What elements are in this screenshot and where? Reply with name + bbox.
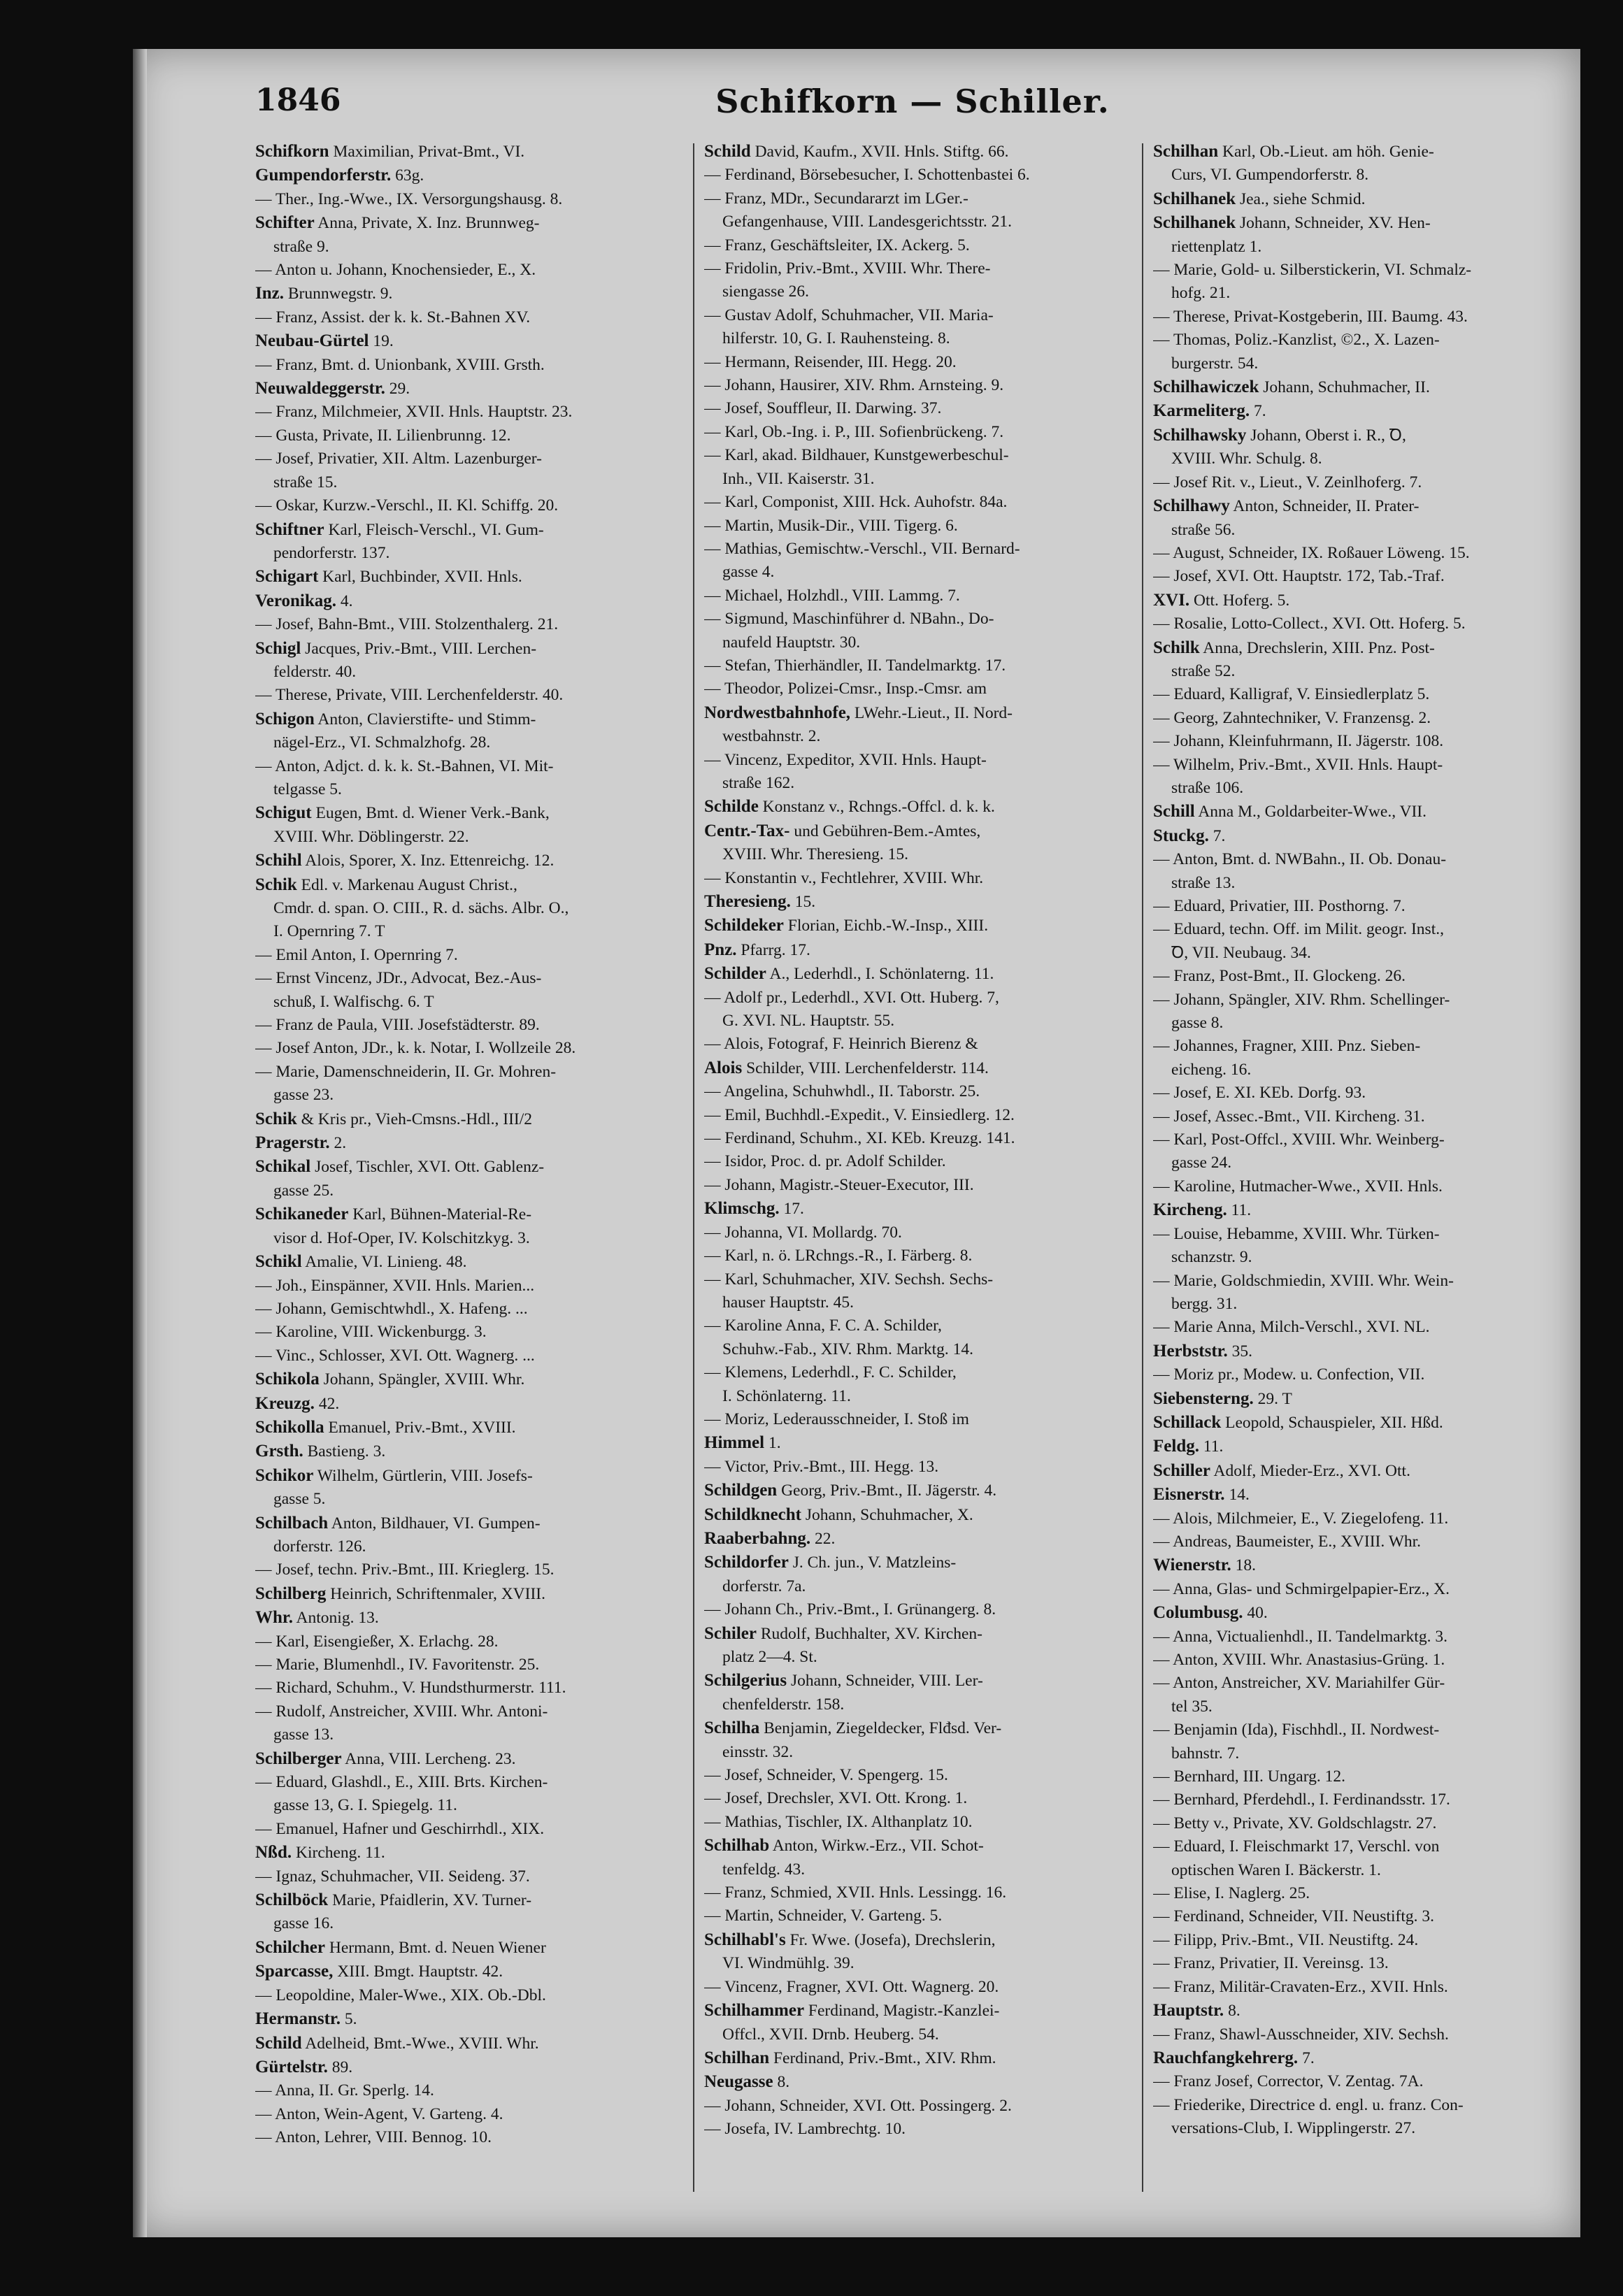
directory-line: Gumpendorferstr. 63g. bbox=[255, 166, 424, 185]
directory-line: tenfeldg. 43. bbox=[722, 1860, 806, 1879]
directory-line: — Therese, Privat-Kostgeberin, III. Baumg. 43. bbox=[1153, 307, 1468, 326]
directory-line: platz 2—4. St. bbox=[722, 1648, 817, 1666]
directory-line: tel 35. bbox=[1171, 1697, 1213, 1716]
directory-line: Schillack Leopold, Schauspieler, XII. Hßd. bbox=[1153, 1412, 1443, 1432]
directory-line: Schiler Rudolf, Buchhalter, XV. Kirchen- bbox=[704, 1623, 982, 1643]
directory-line: — Alois, Milchmeier, E., V. Ziegelofeng. 11. bbox=[1153, 1509, 1449, 1528]
directory-line: — Marie Anna, Milch-Verschl., XVI. NL. bbox=[1153, 1318, 1430, 1337]
directory-line: Schilhanek Johann, Schneider, XV. Hen- bbox=[1153, 213, 1431, 233]
directory-line: — Betty v., Private, XV. Goldschlagstr. 27. bbox=[1153, 1814, 1437, 1832]
directory-line: — Josef, XVI. Ott. Hauptstr. 172, Tab.-Traf. bbox=[1153, 567, 1445, 586]
directory-line: riettenplatz 1. bbox=[1171, 237, 1262, 256]
directory-line: — Franz, Bmt. d. Unionbank, XVIII. Grsth. bbox=[255, 355, 545, 374]
directory-line: XVIII. Whr. Theresieng. 15. bbox=[722, 845, 909, 864]
directory-line: Schilhan Karl, Ob.-Lieut. am höh. Genie- bbox=[1153, 142, 1434, 161]
directory-line: — Josefa, IV. Lambrechtg. 10. bbox=[704, 2120, 906, 2139]
directory-line: — Anna, Victualienhdl., II. Tandelmarktg. 3. bbox=[1153, 1627, 1447, 1646]
directory-line: Veronikag. 4. bbox=[255, 591, 353, 610]
directory-line: Ꝺ, VII. Neubaug. 34. bbox=[1171, 943, 1311, 962]
directory-line: — Andreas, Baumeister, E., XVIII. Whr. bbox=[1153, 1532, 1422, 1551]
directory-line: gasse 25. bbox=[273, 1181, 334, 1200]
directory-line: Schikal Josef, Tischler, XVI. Ott. Gablenz- bbox=[255, 1157, 545, 1177]
directory-line: Schikolla Emanuel, Priv.-Bmt., XVIII. bbox=[255, 1417, 516, 1437]
directory-line: — Anna, II. Gr. Sperlg. 14. bbox=[255, 2081, 434, 2100]
directory-line: Schildeker Florian, Eichb.-W.-Insp., XIII. bbox=[704, 916, 989, 935]
directory-line: — Franz, Post-Bmt., II. Glockeng. 26. bbox=[1153, 967, 1406, 986]
directory-line: — Johannes, Fragner, XIII. Pnz. Sieben- bbox=[1153, 1037, 1421, 1056]
directory-line: — Josef, Souffleur, II. Darwing. 37. bbox=[704, 399, 942, 418]
directory-line: — Ernst Vincenz, JDr., Advocat, Bez.-Aus- bbox=[255, 969, 542, 988]
directory-line: Schiller Adolf, Mieder-Erz., XVI. Ott. bbox=[1153, 1461, 1410, 1480]
directory-line: — Richard, Schuhm., V. Hundsthurmerstr. 111. bbox=[255, 1679, 566, 1698]
directory-line: Schigon Anton, Clavierstifte- und Stimm- bbox=[255, 709, 536, 729]
directory-line: Hauptstr. 8. bbox=[1153, 2001, 1241, 2021]
directory-line: Kircheng. 11. bbox=[1153, 1200, 1252, 1220]
directory-line: einsstr. 32. bbox=[722, 1742, 794, 1761]
directory-line: Schilhab Anton, Wirkw.-Erz., VII. Schot- bbox=[704, 1836, 984, 1856]
directory-line: — Johann, Hausirer, XIV. Rhm. Arnsteing. 9. bbox=[704, 376, 1004, 395]
directory-line: Schilha Benjamin, Ziegeldecker, Flđsd. Ver- bbox=[704, 1719, 1002, 1738]
directory-line: — Josef Rit. v., Lieut., V. Zeinlhoferg. 7. bbox=[1153, 473, 1422, 492]
directory-line: Schilhan Ferdinand, Priv.-Bmt., XIV. Rhm. bbox=[704, 2048, 996, 2067]
directory-line: optischen Waren I. Bäckerstr. 1. bbox=[1171, 1860, 1381, 1879]
directory-line: — Franz Josef, Corrector, V. Zentag. 7A. bbox=[1153, 2072, 1424, 2091]
directory-line: Schilhawiczek Johann, Schuhmacher, II. bbox=[1153, 378, 1430, 397]
directory-line: — Karl, n. ö. LRchngs.-R., I. Färberg. 8. bbox=[704, 1247, 973, 1265]
directory-line: — Anton, Lehrer, VIII. Bennog. 10. bbox=[255, 2128, 492, 2147]
directory-line: — Karoline Anna, F. C. A. Schilder, bbox=[704, 1316, 942, 1335]
directory-line: — Emil, Buchhdl.-Expedit., V. Einsiedlerg. 12. bbox=[704, 1105, 1015, 1124]
directory-line: — Eduard, techn. Off. im Milit. geogr. Inst., bbox=[1153, 920, 1444, 939]
directory-line: — Marie, Damenschneiderin, II. Gr. Mohren- bbox=[255, 1062, 557, 1081]
directory-line: hofg. 21. bbox=[1171, 284, 1231, 303]
directory-line: — Alois, Fotograf, F. Heinrich Bierenz & bbox=[704, 1035, 978, 1054]
directory-line: — Marie, Gold- u. Silberstickerin, VI. Schmalz- bbox=[1153, 261, 1472, 280]
directory-line: Schuhw.-Fab., XIV. Rhm. Marktg. 14. bbox=[722, 1340, 974, 1358]
directory-line: nägel-Erz., VI. Schmalzhofg. 28. bbox=[273, 733, 491, 752]
directory-line: — Joh., Einspänner, XVII. Hnls. Marien... bbox=[255, 1276, 535, 1295]
directory-line: — Emil Anton, I. Opernring 7. bbox=[255, 945, 458, 964]
directory-line: — Stefan, Thierhändler, II. Tandelmarktg. 17. bbox=[704, 656, 1006, 675]
directory-line: — Vincenz, Expeditor, XVII. Hnls. Haupt- bbox=[704, 750, 987, 769]
directory-line: — Adolf pr., Lederhdl., XVI. Ott. Huberg. 7, bbox=[704, 988, 999, 1007]
directory-line: Theresieng. 15. bbox=[704, 892, 816, 911]
column-3 bbox=[1153, 140, 1580, 2195]
directory-line: — Emanuel, Hafner und Geschirrhdl., XIX. bbox=[255, 1819, 545, 1838]
directory-line: — Karl, Eisengießer, X. Erlachg. 28. bbox=[255, 1632, 499, 1651]
directory-line: — Karl, Schuhmacher, XIV. Sechsh. Sechs- bbox=[704, 1270, 994, 1289]
directory-line: Schill Anna M., Goldarbeiter-Wwe., VII. bbox=[1153, 802, 1427, 821]
directory-line: Neubau-Gürtel 19. bbox=[255, 331, 394, 351]
directory-line: Schilk Anna, Drechslerin, XIII. Pnz. Post- bbox=[1153, 638, 1435, 657]
directory-line: — Mathias, Gemischtw.-Verschl., VII. Bernard- bbox=[704, 539, 1020, 558]
directory-line: Raaberbahng. 22. bbox=[704, 1528, 836, 1548]
directory-line: — Gustav Adolf, Schuhmacher, VII. Maria- bbox=[704, 306, 994, 324]
directory-line: — Karl, Componist, XIII. Hck. Auhofstr. 84a. bbox=[704, 493, 1008, 512]
directory-line: Schild David, Kaufm., XVII. Hnls. Stiftg. 66. bbox=[704, 142, 1009, 161]
directory-line: I. Opernring 7. T bbox=[273, 922, 385, 941]
directory-line: — Franz, MDr., Secundararzt im LGer.- bbox=[704, 189, 968, 208]
directory-line: Schikaneder Karl, Bühnen-Material-Re- bbox=[255, 1205, 532, 1224]
directory-line: I. Schönlaterng. 11. bbox=[722, 1386, 851, 1405]
directory-line: Cmdr. d. span. O. CIII., R. d. sächs. Albr. O., bbox=[273, 899, 569, 917]
directory-line: Schigart Karl, Buchbinder, XVII. Hnls. bbox=[255, 567, 522, 587]
directory-line: VI. Windmühlg. 39. bbox=[722, 1954, 855, 1973]
column-rule bbox=[693, 143, 694, 2192]
directory-line: Wienerstr. 18. bbox=[1153, 1556, 1257, 1575]
directory-line: Schilde Konstanz v., Rchngs.-Offcl. d. k. k. bbox=[704, 797, 995, 817]
directory-line: Schilhawsky Johann, Oberst i. R., Ꝺ, bbox=[1153, 425, 1406, 445]
directory-line: — Sigmund, Maschinführer d. NBahn., Do- bbox=[704, 610, 994, 629]
directory-line: — Anton, Wein-Agent, V. Garteng. 4. bbox=[255, 2104, 503, 2123]
directory-line: — Josef, Schneider, V. Spengerg. 15. bbox=[704, 1766, 948, 1785]
directory-line: Inh., VII. Kaiserstr. 31. bbox=[722, 469, 875, 488]
directory-line: — Filipp, Priv.-Bmt., VII. Neustiftg. 24. bbox=[1153, 1930, 1419, 1949]
directory-line: — Georg, Zahntechniker, V. Franzensg. 2. bbox=[1153, 708, 1431, 727]
directory-line: — Franz, Geschäftsleiter, IX. Ackerg. 5. bbox=[704, 236, 970, 254]
directory-line: hauser Hauptstr. 45. bbox=[722, 1293, 854, 1312]
directory-line: Neugasse 8. bbox=[704, 2072, 790, 2092]
directory-line: — Friederike, Directrice d. engl. u. franz. Con- bbox=[1153, 2095, 1464, 2114]
directory-line: — Oskar, Kurzw.-Verschl., II. Kl. Schiffg. 20. bbox=[255, 496, 559, 515]
directory-line: Gefangenhause, VIII. Landesgerichtsstr. 21. bbox=[722, 213, 1012, 231]
directory-line: Schifkorn Maximilian, Privat-Bmt., VI. bbox=[255, 142, 525, 161]
directory-line: Schik & Kris pr., Vieh-Cmsns.-Hdl., III/2 bbox=[255, 1109, 533, 1128]
column-1 bbox=[255, 140, 683, 2195]
directory-line: Sparcasse, XIII. Bmgt. Hauptstr. 42. bbox=[255, 1962, 503, 1981]
directory-line: straße 106. bbox=[1171, 778, 1244, 797]
directory-line: Himmel 1. bbox=[704, 1433, 781, 1453]
directory-line: Schiftner Karl, Fleisch-Verschl., VI. Gum- bbox=[255, 519, 544, 539]
directory-line: — Ther., Ing.-Wwe., IX. Versorgungshausg. 8. bbox=[255, 189, 563, 208]
directory-line: Centr.-Tax- und Gebühren-Bem.-Amtes, bbox=[704, 821, 981, 840]
directory-line: — Isidor, Proc. d. pr. Adolf Schilder. bbox=[704, 1152, 946, 1171]
page-edge-shadow bbox=[133, 49, 147, 2237]
directory-columns bbox=[255, 140, 1580, 2195]
directory-line: — Klemens, Lederhdl., F. C. Schilder, bbox=[704, 1363, 957, 1382]
directory-line: — Johann, Gemischtwhdl., X. Hafeng. ... bbox=[255, 1299, 528, 1318]
directory-line: — Josef, Assec.-Bmt., VII. Kircheng. 31. bbox=[1153, 1107, 1425, 1126]
directory-line: Stuckg. 7. bbox=[1153, 826, 1226, 845]
directory-line: gasse 13. bbox=[273, 1725, 334, 1744]
directory-line: Schilgerius Johann, Schneider, VIII. Ler- bbox=[704, 1671, 983, 1691]
directory-line: — Anton u. Johann, Knochensieder, E., X. bbox=[255, 261, 536, 280]
directory-line: Offcl., XVII. Drnb. Heuberg. 54. bbox=[722, 2025, 939, 2044]
directory-line: — Franz, Milchmeier, XVII. Hnls. Hauptstr. 23. bbox=[255, 403, 573, 422]
directory-line: — Elise, I. Naglerg. 25. bbox=[1153, 1884, 1310, 1903]
directory-line: visor d. Hof-Oper, IV. Kolschitzkyg. 3. bbox=[273, 1228, 530, 1247]
page-number: 1846 bbox=[255, 82, 341, 118]
directory-line: XVIII. Whr. Schulg. 8. bbox=[1171, 450, 1322, 468]
directory-line: — Karl, akad. Bildhauer, Kunstgewerbeschul- bbox=[704, 446, 1009, 465]
directory-line: Gürtelstr. 89. bbox=[255, 2057, 353, 2076]
directory-line: Schilberger Anna, VIII. Lercheng. 23. bbox=[255, 1749, 516, 1768]
directory-line: Schikola Johann, Spängler, XVIII. Whr. bbox=[255, 1370, 525, 1389]
directory-line: siengasse 26. bbox=[722, 282, 810, 301]
directory-line: Schildknecht Johann, Schuhmacher, X. bbox=[704, 1505, 973, 1524]
directory-line: Schildorfer J. Ch. jun., V. Matzleins- bbox=[704, 1553, 957, 1572]
directory-line: — Louise, Hebamme, XVIII. Whr. Türken- bbox=[1153, 1224, 1440, 1243]
directory-line: — August, Schneider, IX. Roßauer Löweng. 15. bbox=[1153, 543, 1470, 562]
directory-line: Schild Adelheid, Bmt.-Wwe., XVIII. Whr. bbox=[255, 2033, 539, 2053]
directory-line: Schikl Amalie, VI. Linieng. 48. bbox=[255, 1252, 467, 1272]
directory-line: Schikor Wilhelm, Gürtlerin, VIII. Josefs- bbox=[255, 1465, 533, 1485]
directory-line: — Victor, Priv.-Bmt., III. Hegg. 13. bbox=[704, 1457, 939, 1476]
directory-line: — Eduard, Kalligraf, V. Einsiedlerplatz 5. bbox=[1153, 685, 1430, 704]
directory-line: Siebensterng. 29. T bbox=[1153, 1389, 1292, 1408]
directory-line: — Gusta, Private, II. Lilienbrunng. 12. bbox=[255, 426, 511, 445]
column-rule bbox=[1142, 143, 1143, 2192]
directory-line: — Therese, Private, VIII. Lerchenfelderstr. 40. bbox=[255, 686, 564, 705]
directory-line: straße 52. bbox=[1171, 661, 1236, 680]
directory-line: — Martin, Musik-Dir., VIII. Tigerg. 6. bbox=[704, 516, 958, 535]
directory-line: Schilhanek Jea., siehe Schmid. bbox=[1153, 189, 1366, 208]
directory-line: straße 15. bbox=[273, 473, 338, 492]
directory-line: — Josef, Bahn-Bmt., VIII. Stolzenthalerg. 21. bbox=[255, 615, 559, 634]
directory-line: — Johann Ch., Priv.-Bmt., I. Grünangerg. 8. bbox=[704, 1600, 996, 1619]
directory-line: pendorferstr. 137. bbox=[273, 543, 390, 562]
directory-line: — Rosalie, Lotto-Collect., XVI. Ott. Hoferg. 5. bbox=[1153, 615, 1466, 633]
directory-line: — Benjamin (Ida), Fischhdl., II. Nordwest- bbox=[1153, 1721, 1440, 1739]
directory-line: Klimschg. 17. bbox=[704, 1199, 804, 1219]
directory-line: dorferstr. 7a. bbox=[722, 1577, 806, 1595]
directory-line: Kreuzg. 42. bbox=[255, 1393, 340, 1413]
directory-line: — Anton, Adjct. d. k. k. St.-Bahnen, VI. Mit- bbox=[255, 756, 554, 775]
directory-line: gasse 5. bbox=[273, 1490, 326, 1509]
directory-line: — Josef, techn. Priv.-Bmt., III. Krieglerg. 15. bbox=[255, 1560, 555, 1579]
directory-line: Neuwaldeggerstr. 29. bbox=[255, 379, 410, 399]
directory-line: Schilcher Hermann, Bmt. d. Neuen Wiener bbox=[255, 1937, 546, 1957]
directory-line: — Franz, Shawl-Ausschneider, XIV. Sechsh. bbox=[1153, 2025, 1449, 2044]
directory-line: — Moriz pr., Modew. u. Confection, VII. bbox=[1153, 1365, 1425, 1384]
directory-line: Inz. Brunnwegstr. 9. bbox=[255, 284, 393, 303]
directory-line: — Franz, Assist. der k. k. St.-Bahnen XV. bbox=[255, 308, 531, 327]
directory-line: Feldg. 11. bbox=[1153, 1437, 1224, 1456]
directory-line: — Marie, Blumenhdl., IV. Favoritenstr. 25. bbox=[255, 1656, 540, 1674]
directory-line: chenfelderstr. 158. bbox=[722, 1695, 845, 1714]
directory-line: straße 56. bbox=[1171, 520, 1236, 539]
directory-line: Pnz. Pfarrg. 17. bbox=[704, 940, 810, 959]
directory-line: gasse 16. bbox=[273, 1914, 334, 1933]
directory-line: gasse 4. bbox=[722, 563, 775, 582]
directory-line: — Johann, Schneider, XVI. Ott. Possingerg. 2. bbox=[704, 2096, 1012, 2115]
directory-line: — Rudolf, Anstreicher, XVIII. Whr. Antoni- bbox=[255, 1702, 548, 1721]
directory-line: Columbusg. 40. bbox=[1153, 1603, 1268, 1623]
directory-line: — Hermann, Reisender, III. Hegg. 20. bbox=[704, 352, 957, 371]
directory-line: Schilhammer Ferdinand, Magistr.-Kanzlei- bbox=[704, 2001, 1000, 2021]
directory-line: Hermanstr. 5. bbox=[255, 2009, 357, 2029]
directory-line: straße 162. bbox=[722, 773, 795, 792]
directory-line: Eisnerstr. 14. bbox=[1153, 1485, 1250, 1505]
directory-line: gasse 24. bbox=[1171, 1154, 1232, 1172]
directory-line: Schilhabl's Fr. Wwe. (Josefa), Drechslerin, bbox=[704, 1930, 996, 1949]
directory-line: — Franz, Schmied, XVII. Hnls. Lessingg. 16. bbox=[704, 1884, 1007, 1902]
directory-line: Schigl Jacques, Priv.-Bmt., VIII. Lerchen- bbox=[255, 638, 537, 658]
directory-line: Schilder A., Lederhdl., I. Schönlaterng. 11. bbox=[704, 964, 994, 984]
directory-line: — Michael, Holzhdl., VIII. Lammg. 7. bbox=[704, 586, 960, 605]
directory-line: — Moriz, Lederausschneider, I. Stoß im bbox=[704, 1409, 969, 1428]
directory-line: — Leopoldine, Maler-Wwe., XIX. Ob.-Dbl. bbox=[255, 1986, 546, 2004]
directory-line: — Bernhard, Pferdehdl., I. Ferdinandsstr. 17. bbox=[1153, 1791, 1450, 1809]
directory-line: westbahnstr. 2. bbox=[722, 727, 821, 746]
directory-line: — Anton, XVIII. Whr. Anastasius-Grüng. 1. bbox=[1153, 1651, 1445, 1669]
column-2 bbox=[704, 140, 1132, 2195]
directory-line: — Thomas, Poliz.-Kanzlist, ©2., X. Lazen- bbox=[1153, 331, 1440, 350]
directory-line: — Eduard, Privatier, III. Posthorng. 7. bbox=[1153, 897, 1406, 915]
directory-line: Schildgen Georg, Priv.-Bmt., II. Jägerstr. 4. bbox=[704, 1481, 997, 1500]
directory-line: Schik Edl. v. Markenau August Christ., bbox=[255, 875, 517, 894]
directory-line: — Marie, Goldschmiedin, XVIII. Whr. Wein- bbox=[1153, 1271, 1454, 1290]
page-header bbox=[255, 82, 1570, 138]
directory-line: — Franz de Paula, VIII. Josefstädterstr. 89. bbox=[255, 1016, 540, 1035]
directory-line: — Josef, Privatier, XII. Altm. Lazenburger- bbox=[255, 450, 542, 468]
directory-line: — Franz, Privatier, II. Vereinsg. 13. bbox=[1153, 1954, 1389, 1973]
directory-line: naufeld Hauptstr. 30. bbox=[722, 633, 861, 652]
directory-line: — Karoline, Hutmacher-Wwe., XVII. Hnls. bbox=[1153, 1177, 1443, 1196]
directory-line: — Theodor, Polizei-Cmsr., Insp.-Cmsr. am bbox=[704, 680, 987, 698]
directory-line: — Josef Anton, JDr., k. k. Notar, I. Wollzeile 28. bbox=[255, 1039, 576, 1058]
directory-line: — Wilhelm, Priv.-Bmt., XVII. Hnls. Haupt- bbox=[1153, 755, 1443, 774]
directory-line: Herbststr. 35. bbox=[1153, 1341, 1252, 1361]
directory-line: hilferstr. 10, G. I. Rauhensteing. 8. bbox=[722, 329, 950, 348]
directory-line: — Johann, Spängler, XIV. Rhm. Schellinger- bbox=[1153, 990, 1450, 1009]
directory-line: eicheng. 16. bbox=[1171, 1060, 1252, 1079]
directory-line: Schihl Alois, Sporer, X. Inz. Ettenreichg. 12. bbox=[255, 851, 555, 870]
directory-line: Grsth. Bastieng. 3. bbox=[255, 1442, 386, 1461]
directory-line: Schilhawy Anton, Schneider, II. Prater- bbox=[1153, 496, 1420, 516]
directory-line: — Eduard, Glashdl., E., XIII. Brts. Kirchen- bbox=[255, 1773, 548, 1792]
directory-line: schuß, I. Walfischg. 6. T bbox=[273, 992, 434, 1011]
directory-line: telgasse 5. bbox=[273, 780, 342, 798]
directory-line: schanzstr. 9. bbox=[1171, 1248, 1252, 1267]
directory-line: bergg. 31. bbox=[1171, 1294, 1238, 1313]
running-head: Schifkorn — Schiller. bbox=[715, 82, 1110, 120]
directory-line: burgerstr. 54. bbox=[1171, 354, 1259, 373]
directory-line: — Ferdinand, Schneider, VII. Neustiftg. 3. bbox=[1153, 1907, 1434, 1926]
directory-line: — Johann, Kleinfuhrmann, II. Jägerstr. 108. bbox=[1153, 732, 1444, 751]
directory-line: — Karoline, VIII. Wickenburgg. 3. bbox=[255, 1323, 487, 1342]
directory-line: — Vinc., Schlosser, XVI. Ott. Wagnerg. ... bbox=[255, 1346, 535, 1365]
directory-line: Schigut Eugen, Bmt. d. Wiener Verk.-Bank, bbox=[255, 803, 550, 823]
directory-line: — Konstantin v., Fechtlehrer, XVIII. Whr. bbox=[704, 868, 984, 887]
directory-line: — Angelina, Schuhwhdl., II. Taborstr. 25. bbox=[704, 1082, 980, 1101]
directory-line: — Karl, Ob.-Ing. i. P., III. Sofienbrückeng. 7. bbox=[704, 422, 1004, 441]
directory-line: — Johann, Magistr.-Steuer-Executor, III. bbox=[704, 1175, 974, 1194]
directory-line: Schilböck Marie, Pfaidlerin, XV. Turner- bbox=[255, 1890, 532, 1910]
directory-line: XVIII. Whr. Döblingerstr. 22. bbox=[273, 827, 469, 846]
directory-line: — Josef, E. XI. KEb. Dorfg. 93. bbox=[1153, 1084, 1366, 1103]
directory-line: — Vincenz, Fragner, XVI. Ott. Wagnerg. 20. bbox=[704, 1977, 999, 1996]
directory-line: straße 9. bbox=[273, 237, 329, 256]
directory-line: gasse 23. bbox=[273, 1086, 334, 1105]
directory-line: — Bernhard, III. Ungarg. 12. bbox=[1153, 1767, 1345, 1786]
directory-line: Schifter Anna, Private, X. Inz. Brunnweg- bbox=[255, 213, 540, 233]
directory-line: versations-Club, I. Wipplingerstr. 27. bbox=[1171, 2119, 1416, 2138]
directory-line: Karmeliterg. 7. bbox=[1153, 401, 1266, 421]
directory-line: Schilberg Heinrich, Schriftenmaler, XVIII. bbox=[255, 1584, 545, 1603]
directory-line: — Johanna, VI. Mollardg. 70. bbox=[704, 1223, 902, 1242]
directory-line: — Fridolin, Priv.-Bmt., XVIII. Whr. There- bbox=[704, 259, 991, 278]
directory-line: Alois Schilder, VIII. Lerchenfelderstr. 114. bbox=[704, 1058, 989, 1077]
directory-line: Pragerstr. 2. bbox=[255, 1133, 347, 1153]
directory-line: — Franz, Militär-Cravaten-Erz., XVII. Hnls. bbox=[1153, 1977, 1448, 1996]
directory-line: Nßd. Kircheng. 11. bbox=[255, 1843, 385, 1863]
directory-line: dorferstr. 126. bbox=[273, 1537, 366, 1556]
directory-line: Whr. Antonig. 13. bbox=[255, 1608, 379, 1628]
directory-line: — Anton, Bmt. d. NWBahn., II. Ob. Donau- bbox=[1153, 850, 1447, 869]
directory-line: Nordwestbahnhofe, LWehr.-Lieut., II. Nord- bbox=[704, 703, 1013, 722]
directory-line: Schilbach Anton, Bildhauer, VI. Gumpen- bbox=[255, 1513, 541, 1533]
directory-line: felderstr. 40. bbox=[273, 662, 357, 681]
directory-line: — Josef, Drechsler, XVI. Ott. Krong. 1. bbox=[704, 1789, 968, 1808]
directory-line: — Karl, Post-Offcl., XVIII. Whr. Weinberg- bbox=[1153, 1131, 1445, 1149]
directory-line: XVI. Ott. Hoferg. 5. bbox=[1153, 590, 1290, 610]
directory-line: — Martin, Schneider, V. Garteng. 5. bbox=[704, 1907, 943, 1925]
directory-line: G. XVI. NL. Hauptstr. 55. bbox=[722, 1012, 895, 1031]
directory-line: — Ferdinand, Börsebesucher, I. Schottenbastei 6. bbox=[704, 166, 1030, 185]
directory-line: — Eduard, I. Fleischmarkt 17, Verschl. von bbox=[1153, 1837, 1440, 1856]
directory-line: straße 13. bbox=[1171, 873, 1236, 892]
directory-line: — Anna, Glas- und Schmirgelpapier-Erz., X. bbox=[1153, 1579, 1450, 1598]
directory-line: — Ferdinand, Schuhm., XI. KEb. Kreuzg. 141. bbox=[704, 1129, 1015, 1148]
directory-line: gasse 13, G. I. Spiegelg. 11. bbox=[273, 1796, 457, 1815]
directory-line: gasse 8. bbox=[1171, 1014, 1224, 1033]
directory-line: — Anton, Anstreicher, XV. Mariahilfer Gür- bbox=[1153, 1674, 1445, 1693]
directory-line: Rauchfangkehrerg. 7. bbox=[1153, 2048, 1315, 2067]
directory-line: bahnstr. 7. bbox=[1171, 1744, 1240, 1763]
directory-line: Curs, VI. Gumpendorferstr. 8. bbox=[1171, 166, 1369, 185]
directory-line: — Ignaz, Schuhmacher, VII. Seideng. 37. bbox=[255, 1867, 530, 1886]
directory-line: — Mathias, Tischler, IX. Althanplatz 10. bbox=[704, 1812, 973, 1831]
